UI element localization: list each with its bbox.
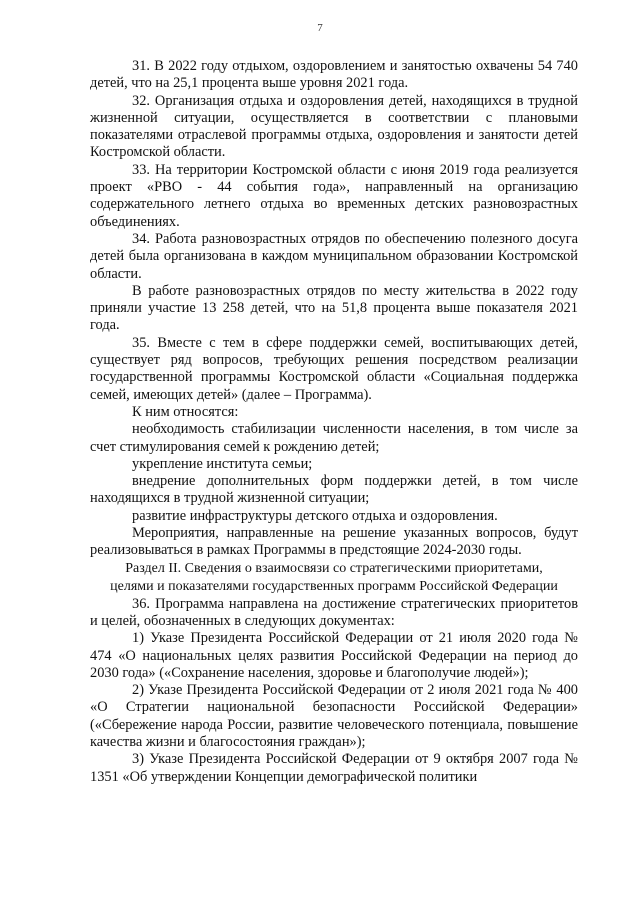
decree-item-3: 3) Указе Президента Российской Федерации от 9 октября 2007 года № 1351 «Об утверждении Концепции демографической политики bbox=[90, 751, 578, 785]
list-item: укрепление института семьи; bbox=[132, 455, 313, 472]
list-item: развитие инфраструктуры детского отдыха и оздоровления. bbox=[132, 507, 498, 524]
paragraph-34: 34. Работа разновозрастных отрядов по обеспечению полезного досуга детей была организована в каждом муниципальном образовании Костромской области. bbox=[90, 230, 578, 282]
section-heading-line-2: целями и показателями государственных программ Российской Федерации bbox=[110, 578, 558, 594]
list-item: внедрение дополнительных форм поддержки детей, в том числе находящихся в трудной жизненной ситуации; bbox=[90, 473, 578, 507]
paragraph-34-detail: В работе разновозрастных отрядов по месту жительства в 2022 году приняли участие 13 258 детей, что на 51,8 процента выше показателя 2021 года. bbox=[90, 282, 578, 334]
list-item: необходимость стабилизации численности населения, в том числе за счет стимулирования семей к рождению детей; bbox=[90, 421, 578, 455]
list-intro: К ним относятся: bbox=[132, 403, 239, 420]
paragraph-33: 33. На территории Костромской области с июня 2019 года реализуется проект «РВО - 44 события года», направленный на организацию содержательного летнего отдыха во временных детских разновозрастных объединениях. bbox=[90, 161, 578, 230]
page-number: 7 bbox=[317, 22, 323, 34]
decree-item-1: 1) Указе Президента Российской Федерации от 21 июля 2020 года № 474 «О национальных целях развития Российской Федерации на период до 2030 года» («Сохранение населения, здоровье и благополучие людей»); bbox=[90, 630, 578, 681]
paragraph-measures: Мероприятия, направленные на решение указанных вопросов, будут реализовываться в рамках Программы в предстоящие 2024-2030 годы. bbox=[90, 525, 578, 559]
section-heading-line-1: Раздел II. Сведения о взаимосвязи со стратегическими приоритетами, bbox=[125, 560, 543, 576]
paragraph-35: 35. Вместе с тем в сфере поддержки семей, воспитывающих детей, существует ряд вопросов, требующих решения посредством реализации государственной программы Костромской области «Социальная поддержка семей, имеющих детей» (далее – Программа). bbox=[90, 334, 578, 403]
paragraph-31: 31. В 2022 году отдыхом, оздоровлением и занятостью охвачены 54 740 детей, что на 25,1 процента выше уровня 2021 года. bbox=[90, 58, 578, 92]
section-heading bbox=[90, 560, 578, 596]
paragraph-36: 36. Программа направлена на достижение стратегических приоритетов и целей, обозначенных в следующих документах: bbox=[90, 595, 578, 629]
decree-item-2: 2) Указе Президента Российской Федерации от 2 июля 2021 года № 400 «О Стратегии национальной безопасности Российской Федерации» («Сбережение народа России, развитие человеческого потенциала, повышение качества жизни и благосостояния граждан»); bbox=[90, 682, 578, 750]
document-body bbox=[90, 58, 578, 786]
paragraph-32: 32. Организация отдыха и оздоровления детей, находящихся в трудной жизненной ситуации, осуществляется в соответствии с плановыми показателями отраслевой программы отдыха, оздоровления и занятости детей Костромской области. bbox=[90, 92, 578, 161]
